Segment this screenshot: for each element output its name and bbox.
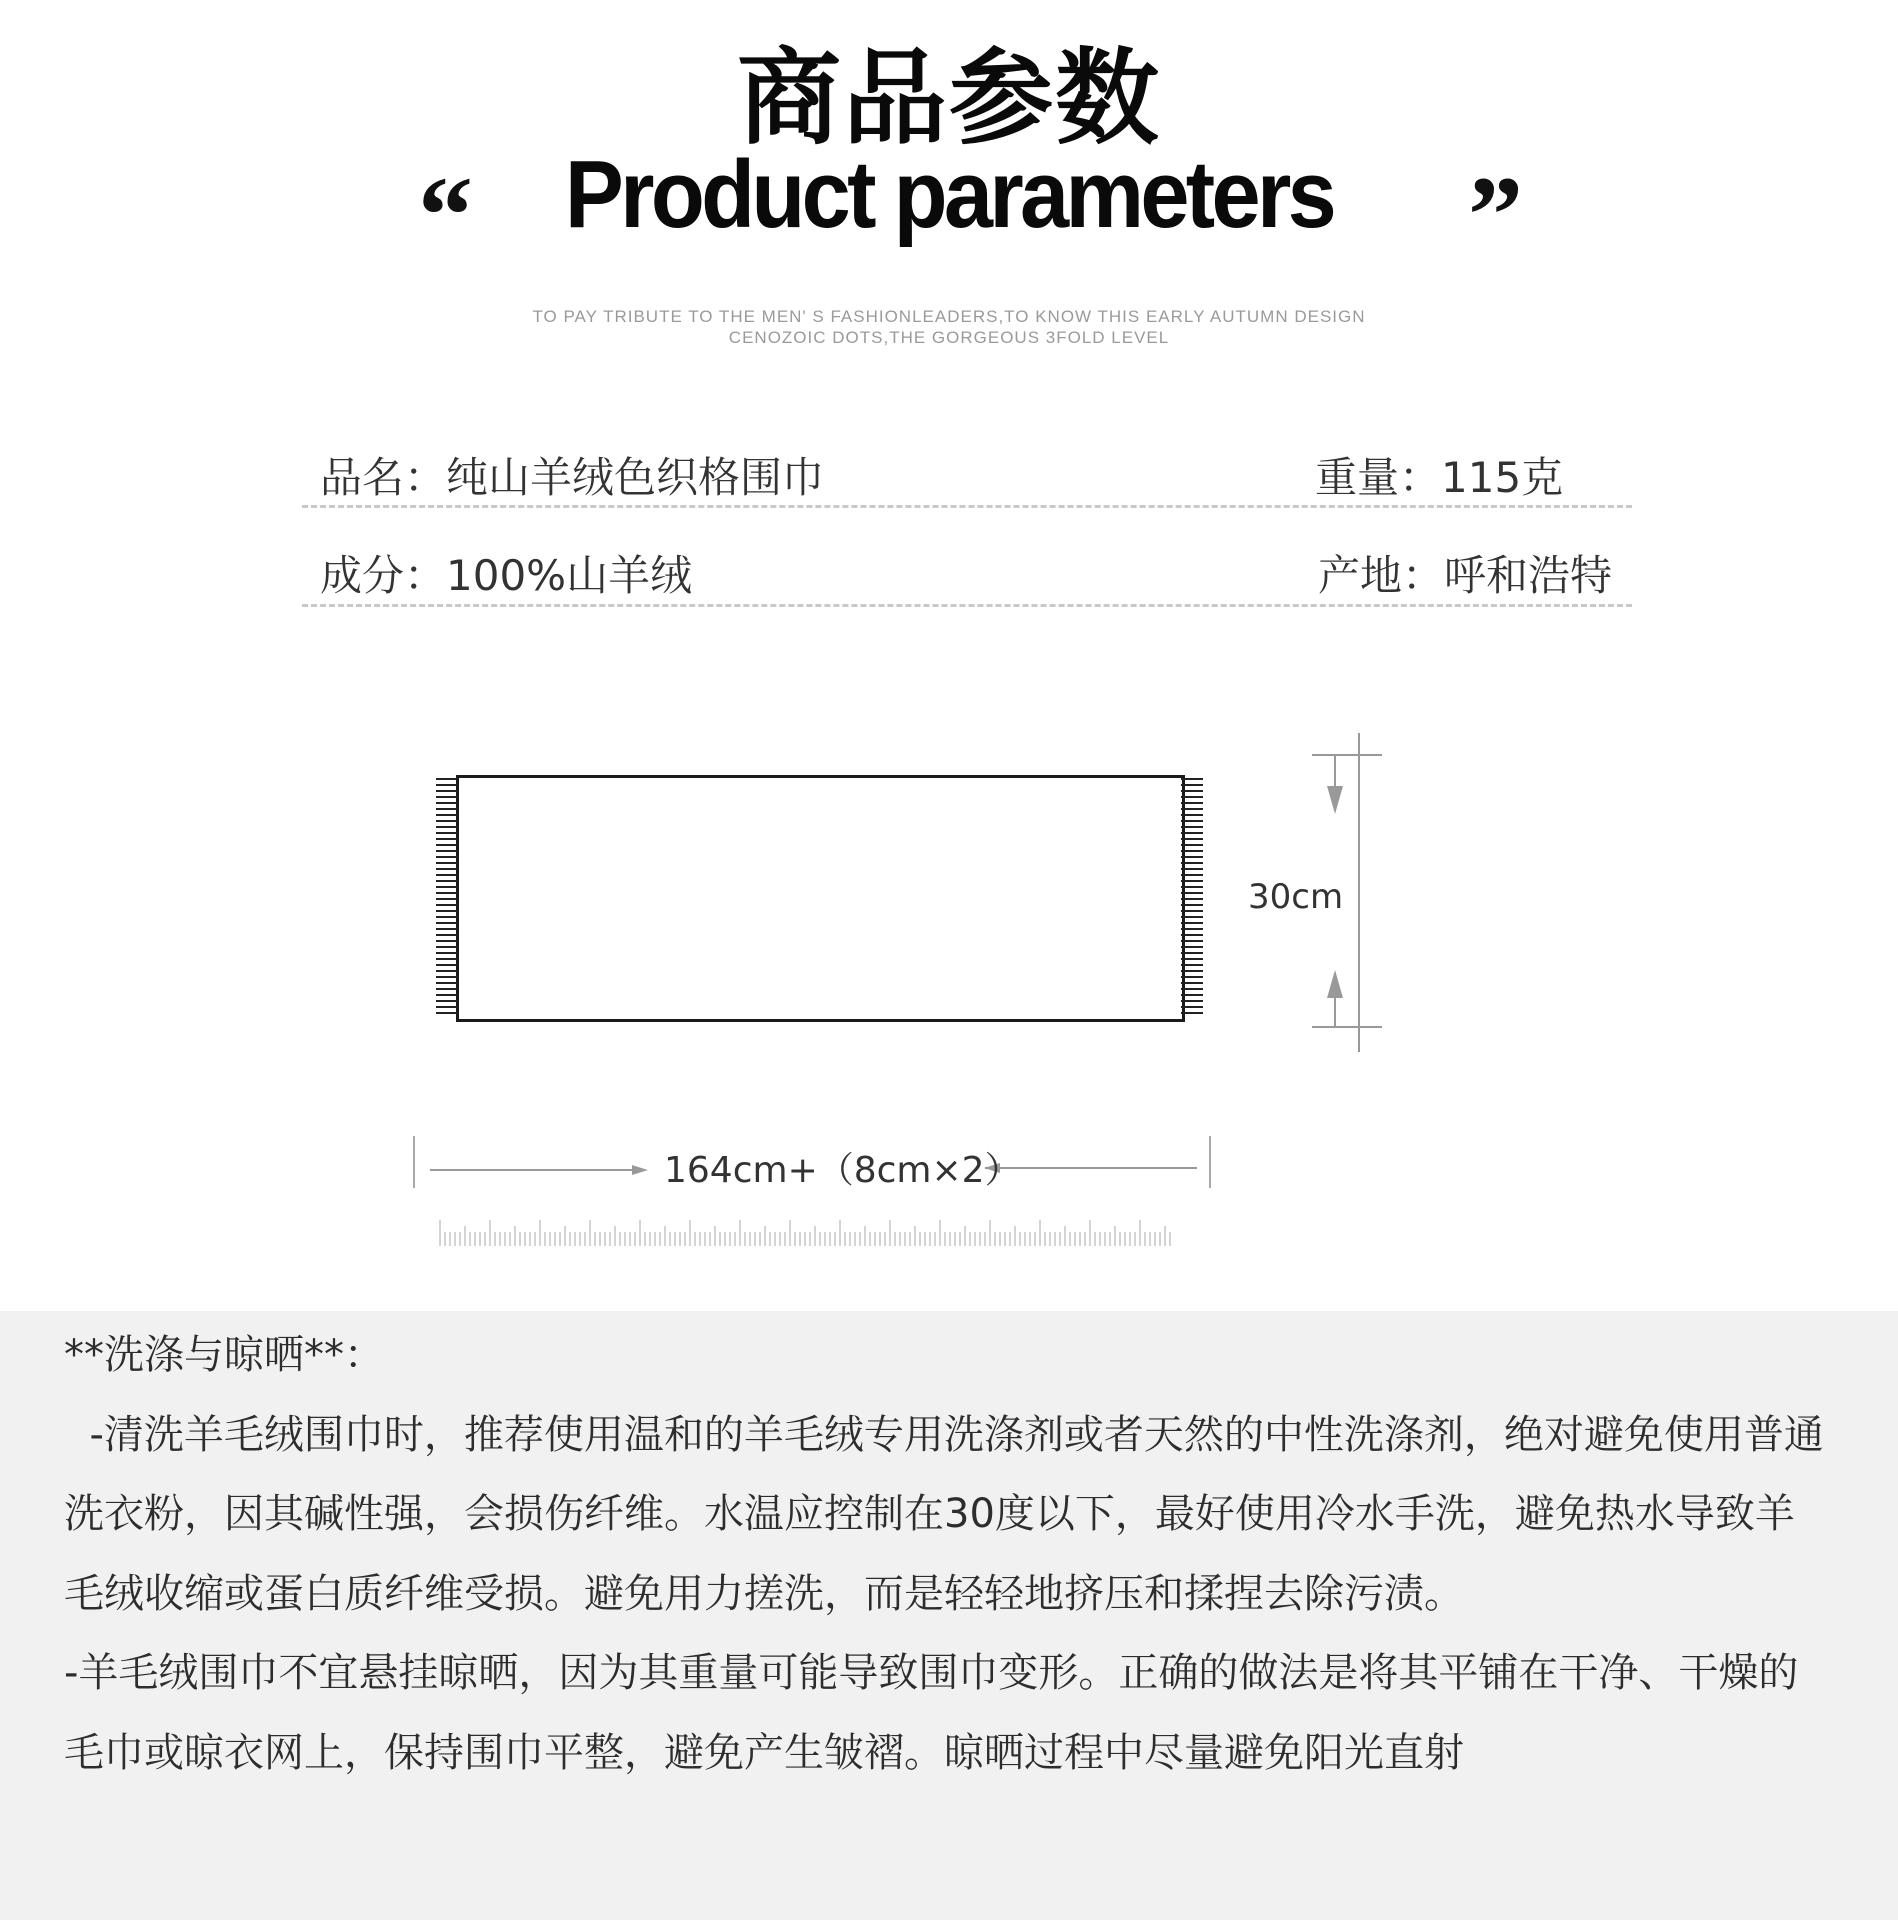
fringe-strand <box>436 940 458 942</box>
fringe-strand <box>1181 964 1203 966</box>
fringe-strand <box>436 976 458 978</box>
param-divider-1 <box>302 505 1632 508</box>
fringe-strand <box>1181 1012 1203 1014</box>
fringe-strand <box>436 934 458 936</box>
fringe-strand <box>1181 940 1203 942</box>
tagline-line-1: TO PAY TRIBUTE TO THE MEN' S FASHIONLEADERS,TO KNOW THIS EARLY AUTUMN DESIGN <box>532 307 1366 326</box>
fringe-strand <box>1181 850 1203 852</box>
care-section <box>64 1316 1824 1793</box>
tagline-line-2: CENOZOIC DOTS,THE GORGEOUS 3FOLD LEVEL <box>728 328 1170 347</box>
fringe-strand <box>1181 814 1203 816</box>
fringe-strand <box>1181 820 1203 822</box>
fringe-strand <box>436 952 458 954</box>
fringe-strand <box>436 1012 458 1014</box>
care-heading: **洗涤与晾晒**： <box>64 1332 384 1378</box>
fringe-strand <box>1181 928 1203 930</box>
fringe-strand <box>436 988 458 990</box>
fringe-strand <box>1181 886 1203 888</box>
fringe-strand <box>436 868 458 870</box>
fringe-strand <box>436 790 458 792</box>
fringe-strand <box>436 958 458 960</box>
fringe-strand <box>436 994 458 996</box>
fringe-strand <box>1181 790 1203 792</box>
care-paragraph-1: -清洗羊毛绒围巾时，推荐使用温和的羊毛绒专用洗涤剂或者天然的中性洗涤剂，绝对避免使用普通洗衣粉，因其碱性强，会损伤纤维。水温应控制在30度以下，最好使用冷水手洗，避免热水导致羊毛绒收缩或蛋白质纤维受损。避免用力搓洗，而是轻轻地挤压和揉捏去除污渍。 <box>64 1411 1824 1617</box>
param-divider-2 <box>302 604 1632 607</box>
fringe-strand <box>1181 862 1203 864</box>
fringe-strand <box>436 808 458 810</box>
fringe-strand <box>436 982 458 984</box>
fringe-strand <box>436 880 458 882</box>
fringe-strand <box>1181 880 1203 882</box>
fringe-strand <box>1181 934 1203 936</box>
fringe-strand <box>436 784 458 786</box>
fringe-strand <box>436 844 458 846</box>
fringe-strand <box>436 946 458 948</box>
fringe-strand <box>436 802 458 804</box>
tagline <box>0 306 1898 348</box>
fringe-strand <box>436 892 458 894</box>
fringe-strand <box>1181 994 1203 996</box>
fringe-strand <box>1181 982 1203 984</box>
scarf-body <box>456 775 1185 1022</box>
close-quote-mark: ” <box>1468 154 1523 276</box>
fringe-strand <box>1181 904 1203 906</box>
title-english: Product parameters <box>564 141 1334 248</box>
param-origin: 产地：呼和浩特 <box>1318 551 1613 600</box>
fringe-strand <box>1181 922 1203 924</box>
fringe-strand <box>1181 1000 1203 1002</box>
fringe-strand <box>1181 976 1203 978</box>
fringe-strand <box>436 826 458 828</box>
fringe-strand <box>436 778 458 780</box>
fringe-strand <box>436 904 458 906</box>
fringe-strand <box>1181 856 1203 858</box>
scarf-fringe-right <box>1181 778 1203 1018</box>
fringe-strand <box>436 1000 458 1002</box>
fringe-strand <box>1181 838 1203 840</box>
fringe-strand <box>436 862 458 864</box>
fringe-strand <box>1181 784 1203 786</box>
fringe-strand <box>436 814 458 816</box>
fringe-strand <box>436 838 458 840</box>
fringe-strand <box>1181 988 1203 990</box>
fringe-strand <box>1181 910 1203 912</box>
fringe-strand <box>1181 892 1203 894</box>
fringe-strand <box>1181 802 1203 804</box>
fringe-strand <box>1181 796 1203 798</box>
fringe-strand <box>436 970 458 972</box>
fringe-strand <box>1181 844 1203 846</box>
fringe-strand <box>1181 898 1203 900</box>
width-label: 30cm <box>1248 877 1344 917</box>
fringe-strand <box>436 850 458 852</box>
scarf-fringe-left <box>436 778 458 1018</box>
fringe-strand <box>436 874 458 876</box>
fringe-strand <box>1181 778 1203 780</box>
param-composition: 成分：100%山羊绒 <box>320 551 693 600</box>
care-paragraph-2: -羊毛绒围巾不宜悬挂晾晒，因为其重量可能导致围巾变形。正确的做法是将其平铺在干净、干燥的毛巾或晾衣网上，保持围巾平整，避免产生皱褶。晾晒过程中尽量避免阳光直射 <box>64 1650 1799 1776</box>
ruler <box>438 1218 1173 1248</box>
fringe-strand <box>1181 946 1203 948</box>
fringe-strand <box>436 832 458 834</box>
fringe-strand <box>1181 826 1203 828</box>
fringe-strand <box>436 898 458 900</box>
param-weight: 重量：115克 <box>1315 453 1564 502</box>
length-label: 164cm+（8cm×2） <box>664 1150 1021 1191</box>
fringe-strand <box>1181 808 1203 810</box>
fringe-strand <box>1181 970 1203 972</box>
fringe-strand <box>1181 1006 1203 1008</box>
fringe-strand <box>1181 874 1203 876</box>
fringe-strand <box>436 928 458 930</box>
fringe-strand <box>1181 958 1203 960</box>
fringe-strand <box>436 886 458 888</box>
fringe-strand <box>436 910 458 912</box>
title-chinese: 商品参数 <box>736 37 1161 159</box>
fringe-strand <box>436 916 458 918</box>
fringe-strand <box>1181 916 1203 918</box>
open-quote-mark: “ <box>418 154 473 276</box>
fringe-strand <box>436 820 458 822</box>
fringe-strand <box>436 922 458 924</box>
fringe-strand <box>436 964 458 966</box>
fringe-strand <box>436 1006 458 1008</box>
param-name: 品名：纯山羊绒色织格围巾 <box>320 453 825 502</box>
fringe-strand <box>1181 952 1203 954</box>
fringe-strand <box>436 796 458 798</box>
fringe-strand <box>436 856 458 858</box>
fringe-strand <box>1181 868 1203 870</box>
fringe-strand <box>1181 832 1203 834</box>
